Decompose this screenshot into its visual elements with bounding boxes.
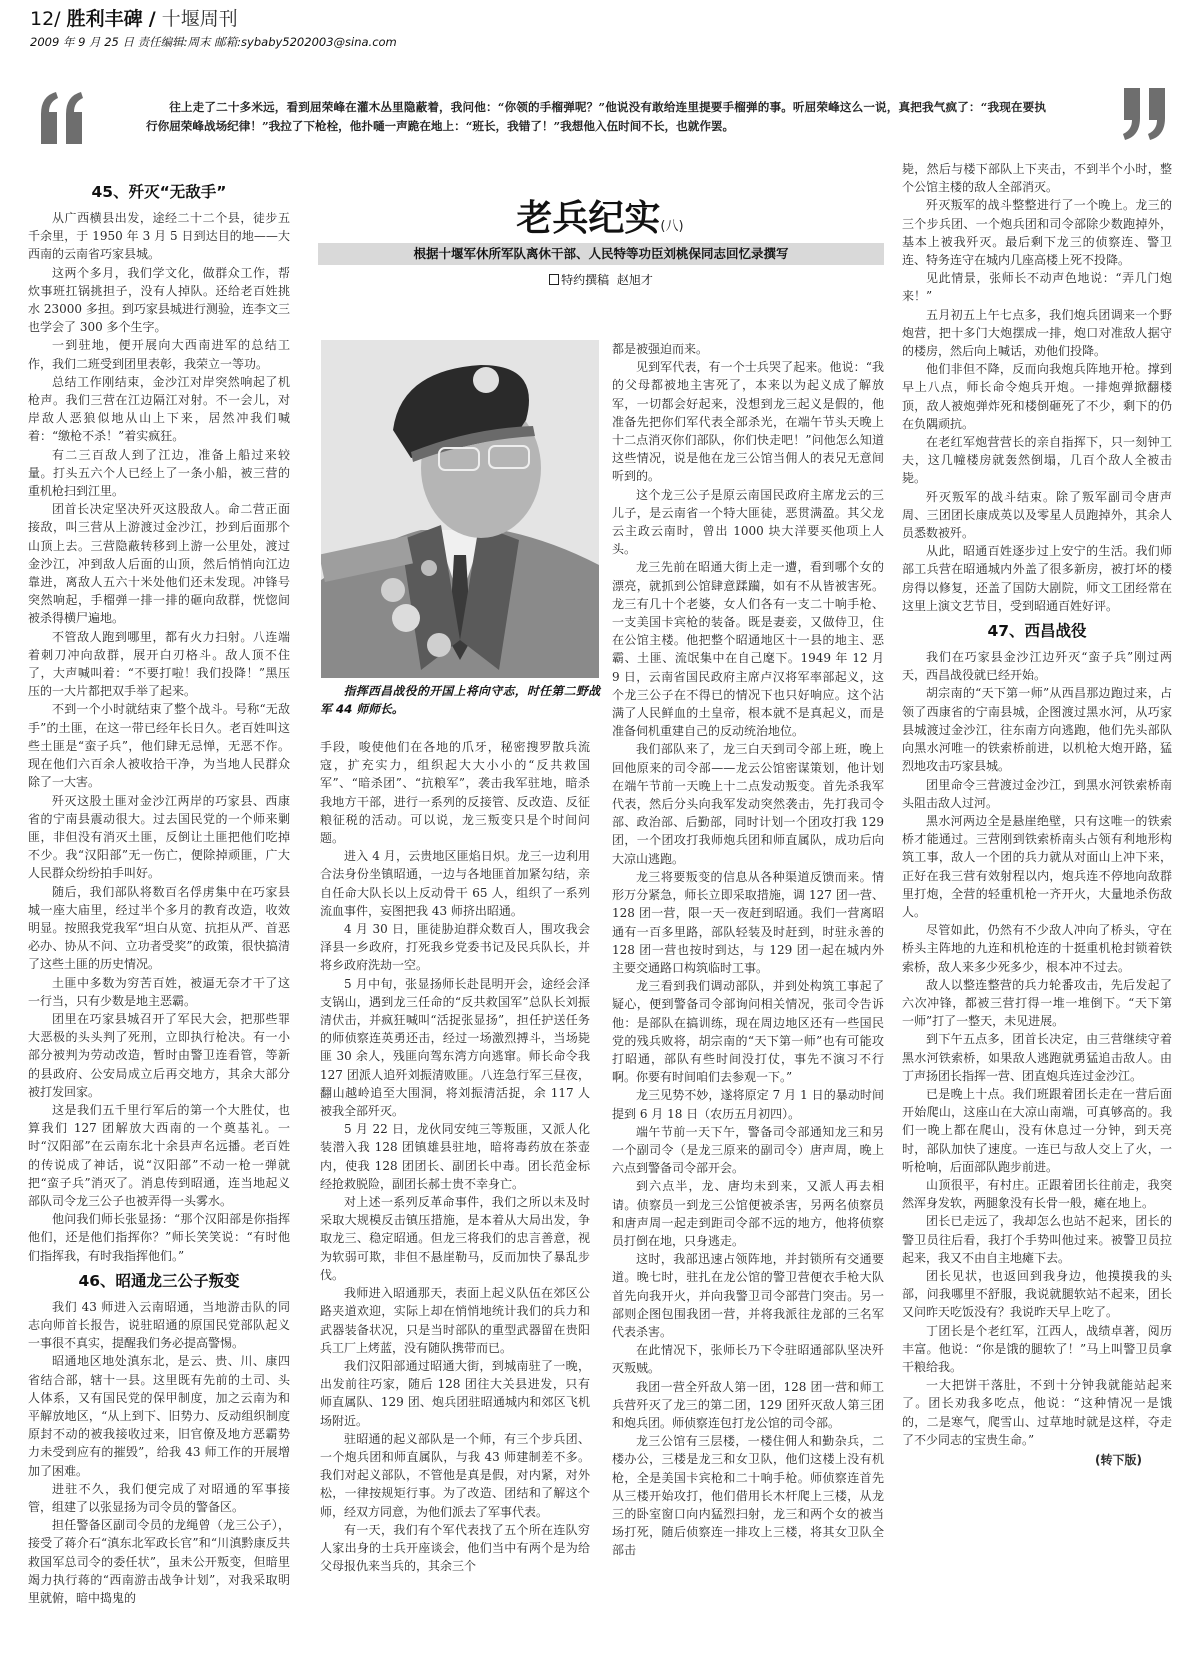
paragraph: 歼灭叛军的战斗整整进行了一个晚上。龙三的三个步兵团、一个炮兵团和司令部除少数跑掉外，基本上被我歼灭。最后剩下龙三的侦察连、警卫连、特务连守在城内几座高楼上死不投降。 [902, 198, 1172, 268]
paragraph: 团首长决定坚决歼灭这股敌人。命二营正面接敌，叫三营从上游渡过金沙江，抄到后面那个山顶上去。三营隐蔽转移到上游一公里处，渡过金沙江，冲到敌人后面的山顶，然后悄悄向江边靠进，离敌人五六十米处他们还未发现。冲锋号突然响起，手榴弹一排一排的砸向敌群，恍惚间被杀得横尸遍地。 [28, 502, 290, 626]
paragraph: 到下午五点多，团首长决定，由三营继续守着黑水河铁索桥，如果敌人逃跑就勇猛追击敌人。由丁声扬团长指挥一营、团直炮兵连过金沙江。 [902, 1032, 1172, 1083]
paragraph: 他问我们师长张显扬：“那个汉阳部是你指挥他们，还是他们指挥你？”师长笑笑说：“有时他们指挥我，有时我指挥他们。” [28, 1212, 290, 1263]
paragraph: 团里命令三营渡过金沙江，到黑水河铁索桥南头阻击敌人过河。 [902, 777, 1172, 810]
paragraph: 龙三公馆有三层楼，一楼住佣人和勤杂兵，二楼办公，三楼是龙三和女卫队，他们这楼上没有机枪，全是美国卡宾枪和二十响手枪。师侦察连首先从三楼开始攻打，他们借用长木杆爬上三楼，从龙三的卧室窗口向内猛烈扫射，龙三和两个女的被当场打死，随后侦察连一排攻上三楼，将其女卫队全部击 [612, 1434, 884, 1558]
paragraph: 有一天，我们有个军代表找了五个所在连队穷人家出身的士兵开座谈会，他们当中有两个是为给父母报仇来当兵的，其余三个 [320, 1522, 590, 1574]
paragraph: 在此情况下，张师长乃下令驻昭通部队坚决歼灭叛贼。 [612, 1343, 884, 1376]
paragraph: 总结工作刚结束，金沙江对岸突然响起了机枪声。我们三营在江边隔江对射。不一会儿，对岸敌人恶狼似地从山上下来，居然冲我们喊着：“缴枪不杀！”着实疯狂。 [28, 374, 290, 444]
paragraph: 从广西横县出发，途经二十二个县，徒步五千余里，于 1950 年 3 月 5 日到达目的地——大西南的云南省巧家县城。 [28, 211, 290, 262]
paragraph: 胡宗南的“天下第一师”从西昌那边跑过来，占领了西康省的宁南县城，企图渡过黑水河，从巧家县城渡过金沙江，往东南方向逃跑，他们先头部队向黑水河唯一的铁索桥前进，以机枪大炮开路，猛烈地攻击巧家县城。 [902, 686, 1172, 774]
pull-quote [0, 82, 1200, 148]
photo-caption: 指挥西昌战役的开国上将向守志，时任第二野战军 44 师师长。 [320, 684, 600, 716]
paragraph: 见此情景，张师长不动声色地说：“弄几门炮来！” [902, 271, 1172, 304]
paragraph: 五月初五上午七点多，我们炮兵团调来一个野炮营，把十多门大炮摆成一排，炮口对准敌人据守的楼房，然后向上喊话，劝他们投降。 [902, 307, 1172, 359]
column-1 [28, 180, 290, 1607]
paragraph: 在老红军炮营营长的亲自指挥下，只一刻钟工夫，这几幢楼房就轰然倒塌，几百个敌人全被击毙。 [902, 435, 1172, 486]
pull-quote-text: 往上走了二十多米远，看到屈荣峰在灌木丛里隐蔽着，我问他：“你领的手榴弹呢？”他说没有敢给连里提要手榴弹的事。听屈荣峰这么一说，真把我气疯了：“我现在要执行你屈荣峰战场纪律！”我拉了下枪栓，他扑嗵一声跪在地上：“班长，我错了！”我想他入伍时间不长，也就作罢。 [146, 100, 1046, 133]
paragraph: 团里在巧家县城召开了军民大会，把那些罪大恶极的头头判了死刑，立即执行枪决。有一小部分被判为劳动改造，暂时由警卫连看管，等新的县政府、公安局成立后再交地方，其余大部分被打发回家。 [28, 1011, 290, 1099]
paragraph: 这个龙三公子是原云南国民政府主席龙云的三儿子，是云南省一个特大匪徒，恶贯满盈。其父龙云主政云南时，曾出 1000 块大洋要买他项上人头。 [612, 487, 884, 557]
paragraph: 一到驻地，便开展向大西南进军的总结工作，我们二班受到团里表彰，我荣立一等功。 [28, 338, 290, 371]
paragraph: 端午节前一天下午，警备司令部通知龙三和另一个副司令（是龙三原来的副司令）唐声周，晚上六点到警备司令部开会。 [612, 1124, 884, 1176]
open-quote-icon [38, 88, 88, 144]
paragraph: 山顶很平，有村庄。正跟着团长往前走，我突然浑身发软，两腿象没有长骨一般，瘫在地上。 [902, 1177, 1172, 1211]
paragraph: 随后，我们部队将数百名俘虏集中在巧家县城一座大庙里，经过半个多月的教育改造，收效明显。按照我党我军“坦白从宽、抗拒从严、首恶必办、协从不问、立功者受奖”的政策，很快搞清了这些土匪的历史情况。 [28, 884, 290, 972]
paragraph: 这是我们五千里行军后的第一个大胜仗，也算我们 127 团解放大西南的一个奠基礼。一时“汉阳部”在云南东北十余县声名远播。老百姓的传说成了神话，说“汉阳部”不动一枪一弹就把“蛮子兵”消灭了。消息传到昭通，连当地起义部队司令龙三公子也被弄得一头雾水。 [28, 1102, 290, 1208]
continued-notice: (转下版) [1095, 1453, 1142, 1468]
paragraph: 见到军代表，有一个士兵哭了起来。他说：“我的父母都被地主害死了，本来以为起义成了解放军，一切都会好起来，没想到龙三起义是假的，他准备先把你们军代表全部杀光，在端午节头天晚上十二点消灭你们部队，你们快走吧！”问他怎么知道这些情况，说是他在龙三公馆当佣人的表兄无意间听到的。 [612, 360, 884, 484]
paragraph: 龙三先前在昭通大街上走一遭，看到哪个女的漂亮，就抓到公馆肆意蹂躏，如有不从皆被害死。龙三有几十个老婆，女人们各有一支二十响手枪、一支美国卡宾枪的装备。既是妻妾，又做侍卫，住在公馆主楼。他把整个昭通地区十一县的地主、恶霸、土匪、流氓集中在自己麾下。1949 年 12 月 9 日，云南省国民政府主席卢汉将军率部起义，这个龙三公子在不得已的情况下也只好响应。这个沾满了人民鲜血的土皇帝，根本就不是真起义，而是准备伺机重建自己的反动统治地位。 [612, 560, 884, 739]
paragraph: 4 月 30 日，匪徒胁迫群众数百人，围攻我会泽县一乡政府，打死我乡党委书记及民兵队长，并将乡政府洗劫一空。 [320, 922, 590, 973]
column-4 [902, 160, 1172, 1469]
byline-label: 特约撰稿 [561, 273, 610, 287]
portrait-photo [321, 340, 599, 678]
paragraph: 他们非但不降，反而向我炮兵阵地开枪。撑到早上八点，师长命令炮兵开炮。一排炮弹掀翻楼顶，敌人被炮弹炸死和楼倒砸死了不少，剩下的仍在负隅顽抗。 [902, 362, 1172, 431]
column-3 [612, 340, 884, 1560]
paragraph: 从此，昭通百姓逐步过上安宁的生活。我们师部工兵营在昭通城内外盖了很多新房，被打坏的楼房得以修复，还盖了国防大剧院，师文工团经常在这里上演文艺节目，受到昭通百姓好评。 [902, 544, 1172, 613]
article-headline [320, 196, 880, 240]
paragraph: 丁团长是个老红军，江西人，战绩卓著，阅历丰富。他说：“你是饿的腿软了！”马上叫警卫员拿干粮给我。 [902, 1323, 1172, 1374]
paragraph: 这时，我部迅速占领阵地，并封锁所有交通要道。晚七时，驻扎在龙公馆的警卫营便衣手枪大队首先向我开火，并向我警卫司令部营门突击。另一部则企图包围我团一营，并将我派往龙部的三名军代表杀害。 [612, 1252, 884, 1339]
section-heading-46: 46、昭通龙三公子叛变 [78, 1271, 240, 1290]
portrait-image [321, 340, 599, 678]
close-quote-icon [1118, 88, 1168, 144]
paragraph: 龙三将要叛变的信息从各种渠道反馈而来。情形万分紧急，师长立即采取措施，调 127 团一营、128 团一营，限一天一夜赶到昭通。我们一营离昭通有一百多里路，部队轻装及时赶到，时驻永善的 128 团一营也按时到达，与 129 团一起在城内外主要交通路口构筑临时工事。 [612, 869, 884, 975]
paragraph: 我们 43 师进入云南昭通，当地游击队的同志向师首长报告，说驻昭通的原国民党部队起义一事很不真实，提醒我们务必提高警惕。 [28, 1299, 290, 1351]
paragraph: 歼灭叛军的战斗结束。除了叛军副司令唐声周、三团团长康成英以及零星人员跑掉外，其余人员悉数被歼。 [902, 489, 1172, 541]
paragraph: 都是被强迫而来。 [612, 342, 709, 356]
paragraph: 我们部队来了，龙三白天到司令部上班，晚上回他原来的司令部——龙云公馆密谋策划，他计划在端午节前一天晚上十二点发动叛变。首先杀我军代表，然后分头向我军发动突然袭击，先打我司令部、政治部、后勤部，同时计划一个团攻打我 129 团，一个团攻打我师炮兵团和师直属队，成功后向大凉山逃跑。 [612, 742, 884, 866]
paragraph: 到六点半，龙、唐均未到来，又派人再去相请。侦察员一到龙三公馆便被杀害，另两名侦察员和唐声周一起走到距司令部不远的地方，他将侦察员打倒在地，只身逃走。 [612, 1179, 884, 1248]
paragraph: 土匪中多数为穷苦百姓，被逼无奈才干了这一行当，只有少数是地主恶霸。 [28, 975, 290, 1008]
paragraph: 5 月 22 日，龙伙同安纯三等叛匪，又派人化装潜入我 128 团镇雄县驻地，暗将毒药放在茶壶内，使我 128 团团长、副团长中毒。团长范金标经抢救脱险，副团长郝士贵不幸身亡。 [320, 1122, 590, 1191]
article-subtitle: 根据十堰军休所军队离休干部、人民特等功臣刘桃保同志回忆录撰写 [318, 243, 884, 265]
paragraph: 龙三见势不妙，遂将原定 7 月 1 日的暴动时间提到 6 月 18 日（农历五月初四）。 [612, 1088, 884, 1121]
column-2 [320, 738, 590, 1575]
paragraph: 我们在巧家县金沙江边歼灭“蛮子兵”刚过两天，西昌战役就已经开始。 [902, 650, 1172, 683]
paragraph: 有二三百敌人到了江边，准备上船过来较量。打头五六个人已经上了一条小船，被三营的重机枪扫到江里。 [28, 447, 290, 499]
paragraph: 不管敌人跑到哪里，都有火力扫射。八连端着刺刀冲向敌群，展开白刃格斗。敌人顶不住了，大声喊叫着：“不要打啦！我们投降！”黑压压的一大片都把双手举了起来。 [28, 629, 290, 699]
paragraph: 昭通地区地处滇东北，是云、贵、川、康四省结合部，辖十一县。这里既有先前的土司、头人体系，又有国民党的保甲制度，加之云南为和平解放地区，“从上到下、旧势力、反动组织制度原封不动的被我接收过来，旧官僚及地方恶霸势力未受到应有的摧毁”，给我 43 师工作的开展增加了困难。 [28, 1354, 290, 1478]
article-title: 老兵纪实 [516, 197, 661, 239]
paragraph: 不到一个小时就结束了整个战斗。号称“无敌手”的土匪，在这一带已经年长日久。老百姓叫这些土匪是“蛮子兵”，他们肆无忌惮，无恶不作。现在他们六百余人被收拾干净，为当地人民群众除了一大害。 [28, 702, 290, 790]
byline-author: 赵旭才 [616, 273, 653, 287]
paragraph: 进入 4 月，云贵地区匪焰日炽。龙三一边利用合法身份坐镇昭通，一边与各地匪首加紧勾结，亲自任命大队长以上反动骨干 65 人，组织了一系列流血事件，妄图把我 43 师挤出昭通。 [320, 849, 590, 918]
byline [318, 270, 884, 290]
paragraph: 进驻不久，我们便完成了对昭通的军事接管，组建了以张显扬为司令员的警备区。 [28, 1481, 290, 1515]
paragraph: 5 月中旬，张显扬师长赴昆明开会，途经会泽支锅山，遇到龙三任命的“反共救国军”总队长刘振清伏击，并疯狂喊叫“活捉张显扬”，担任护送任务的师侦察连英勇还击，经过一场激烈搏斗，当场毙匪 30 余人，残匪向驾东湾方向逃窜。师长命令我 127 团派人追歼刘振清败匪。八连急行军三昼夜，翻山越岭追至大围洞，将刘振清活捉，余 117 人被我全部歼灭。 [320, 976, 590, 1119]
paragraph: 团长已走远了，我却怎么也站不起来，团长的警卫员往后看，我打个手势叫他过来。被警卫员拉起来，我又不由自主地瘫下去。 [902, 1214, 1172, 1265]
paragraph: 我师进入昭通那天，表面上起义队伍在郊区公路夹道欢迎，实际上却在悄悄地统计我们的兵力和武器装备状况，只是当时部队的重型武器留在贵阳兵工厂上烤蓝，没有随队携带而已。 [320, 1286, 590, 1355]
paragraph: 一大把饼干落肚，不到十分钟我就能站起来了。团长劝我多吃点，他说：“这种情况一是饿的，二是寒气，爬雪山、过草地时就是这样，夺走了不少同志的宝贵生命。” [902, 1378, 1172, 1447]
paragraph: 我们汉阳部通过昭通大街，到城南驻了一晚，出发前往巧家，随后 128 团往大关县进发，只有师直属队、129 团、炮兵团驻昭通城内和郊区飞机场附近。 [320, 1358, 590, 1428]
paragraph: 歼灭这股土匪对金沙江两岸的巧家县、西康省的宁南县震动很大。过去国民党的一个师来剿匪，非但没有消灭土匪，反倒让土匪把他们吃掉不少。我“汉阳部”无一伤亡，便除掉顽匪，广大人民群众纷纷拍手叫好。 [28, 793, 290, 881]
paragraph: 已是晚上十点。我们班跟着团长走在一营后面开始爬山，这座山在大凉山南端，可真够高的。我们一晚上都在爬山，没有休息过一分钟，到天亮时，部队加快了速度。一连已与敌人交上了火，一听枪响，后面部队跑步前进。 [902, 1086, 1172, 1174]
byline-box-icon [549, 274, 559, 285]
paragraph: 团长见状，也返回到我身边，他摸摸我的头部，问我哪里不舒服，我说就腿软站不起来，团长又问昨天吃饭没有？我说昨天早上吃了。 [902, 1268, 1172, 1320]
paragraph: 龙三看到我们调动部队，并到处构筑工事起了疑心，便到警备司令部询问相关情况，张司令告诉他：是部队在搞训练，现在周边地区还有一些国民党的残兵败将，胡宗南的“天下第一师”也有可能攻打昭通，部队有些时间没打仗，事先不演习不行啊。你要有时间咱们去参观一下。” [612, 979, 884, 1085]
paragraph: 敌人以整连整营的兵力轮番攻击，先后发起了六次冲锋，都被三营打得一堆一堆倒下。“天下第一师”打了一整天，未见进展。 [902, 977, 1172, 1029]
paragraph: 对上述一系列反革命事件，我们之所以未及时采取大规模反击镇压措施，是本着从大局出发，争取龙三、稳定昭通。但龙三将我们的忠言善意，视为软弱可欺，非但不悬崖勒马，反而加快了暴乱步伐。 [320, 1195, 590, 1282]
publication-name: 十堰周刊 [161, 8, 238, 30]
paragraph: 尽管如此，仍然有不少敌人冲向了桥头，守在桥头主阵地的九连和机枪连的十挺重机枪封锁着铁索桥，敌人来多少死多少，根本冲不过去。 [902, 923, 1172, 974]
paragraph: 毙，然后与楼下部队上下夹击，不到半个小时，整个公馆主楼的敌人全部消灭。 [902, 162, 1172, 195]
paragraph: 黑水河两边全是悬崖绝壁，只有这唯一的铁索桥才能通过。三营刚到铁索桥南头占领有利地形构筑工事，敌人一个团的兵力就从对面山上冲下来，正好在我三营有效射程以内，炮兵连不停地向敌群里打炮，全营的轻重机枪一齐开火，大量地杀伤敌人。 [902, 813, 1172, 919]
page-number: 12/ [30, 8, 61, 30]
paragraph: 这两个多月，我们学文化，做群众工作，帮炊事班扛锅挑担子，没有人掉队。还给老百姓挑水 23000 多担。到巧家县城进行测验，连李文三也学会了 300 多个生字。 [28, 265, 290, 335]
paragraph: 担任警备区副司令员的龙绳曾（龙三公子），接受了蒋介石“滇东北军政长官”和“川滇黔康反共救国军总司令的委任状”，虽未公开叛变，但暗里竭力执行蒋的“西南游击战争计划”，对我采取明里就俯，暗中捣鬼的 [28, 1518, 290, 1606]
section-heading-47: 47、西昌战役 [987, 622, 1087, 641]
paragraph: 手段，唆使他们在各地的爪牙，秘密搜罗散兵流寇，扩充实力，组织起大大小小的“反共救国军”、“暗杀团”、“抗粮军”，袭击我军驻地，暗杀我地方干部，进行一系列的反接管、反改造、反征粮征税的活动。可以说，龙三叛变只是个时间问题。 [320, 740, 590, 846]
masthead-title-line [30, 6, 630, 32]
paragraph: 我团一营全歼敌人第一团，128 团一营和师工兵营歼灭了龙三的第二团，129 团歼灭敌人第三团和炮兵团。师侦察连包打龙公馆的司令部。 [612, 1379, 884, 1430]
masthead [30, 6, 630, 50]
section-name: 胜利丰碑 [66, 8, 143, 30]
masthead-separator: / [148, 8, 156, 30]
article-part: (八) [660, 219, 684, 234]
section-heading-45: 45、歼灭“无敌手” [91, 183, 227, 201]
date-editor-line: 2009 年 9 月 25 日 责任编辑:周末 邮箱:sybaby5202003@sina.com [30, 35, 397, 49]
paragraph: 驻昭通的起义部队是一个师，有三个步兵团、一个炮兵团和师直属队，与我 43 师建制差不多。我们对起义部队，不管他是真是假，对内紧，对外松，一律按规矩行事。为了改造、团结和了解这个师，经双方同意，为他们派去了军事代表。 [320, 1431, 590, 1519]
